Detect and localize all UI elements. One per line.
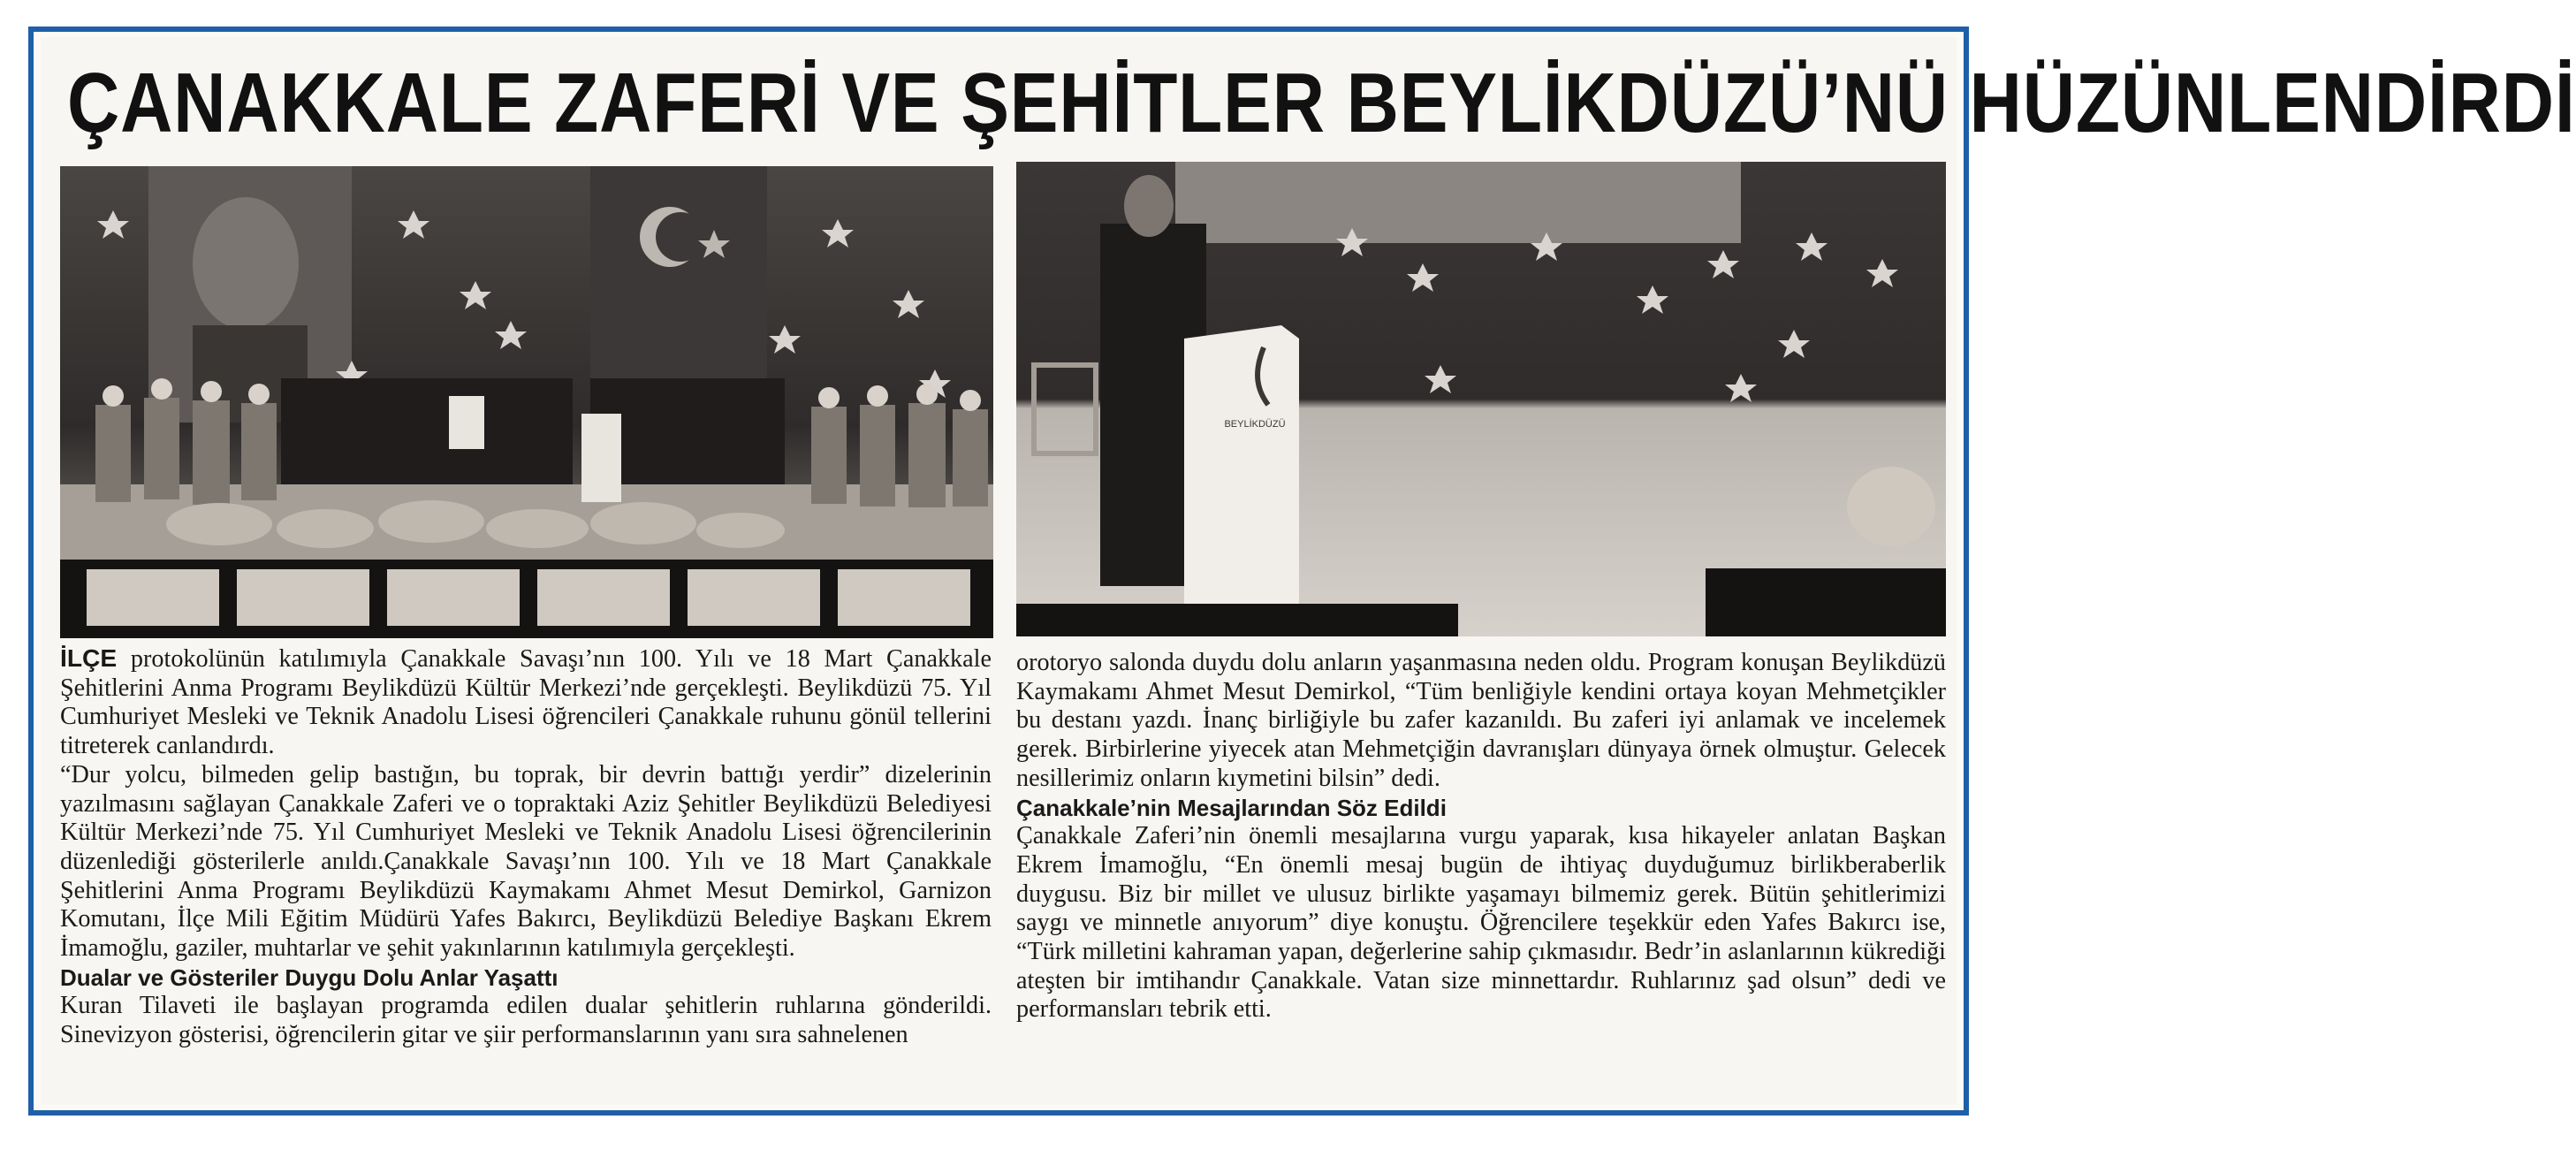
left-paragraph-1-text: protokolünün katılımıyla Çanakkale Savaşı’nın 100. Yılı ve 18 Mart Çanakkale Şehitlerini Anma Programı Beylikdüzü Kültür Merkezi’nde gerçekleşti. Beylikdüzü 75. Yıl Cumhuriyet Mesleki ve Teknik Anadolu Lisesi öğrencileri Çanakkale ruhunu gönül tellerini titreterek canlandırdı. [60,645,992,760]
right-text-column [1016,649,1946,1024]
right-paragraph-2: Çanakkale Zaferi’nin önemli mesajlarına vurgu yaparak, kısa hikayeler anlatan Başkan Ekrem İmamoğlu, “En önemli mesaj bugün de ihtiyaç duyduğumuz birlikberaberlik duygusu. Biz bir millet ve ulusuz birlikte yaşamayı bilmemiz gerek. Bütün şehitlerimizi saygı ve minnetle anıyorum” diye konuştu. Öğrencilere teşekkür eden Yafes Bakırcı ise, “Türk milletini kahraman yapan, değerlerine sahip çıkmasıdır. Bedr’in aslanlarının kükrediği ateşten bir imtihandır Çanakkale. Vatan size minnettardır. Ruhlarınız şad olsun” dedi ve performansları tebrik etti. [1016,822,1946,1024]
stage-performance-photo [60,166,993,638]
right-subheading: Çanakkale’nin Mesajlarından Söz Edildi [1016,794,1447,821]
left-text-column [60,644,992,1050]
right-paragraph-1: orotoryo salonda duydu dolu anların yaşanmasına neden oldu. Program konuşan Beylikdüzü Kaymakamı Ahmet Mesut Demirkol, “Tüm benliğiyle kendini ortaya koyan Mehmetçikler bu destanı yazdı. İnanç birliğiyle bu zafer kazanıldı. Bu zaferi iyi anlamak ve incelemek gerek. Birbirlerine yiyecek atan Mehmetçiğin davranışları dünyaya örnek olmuştur. Gelecek nesillerimiz onların kıymetini bilsin” dedi. [1016,649,1946,792]
left-paragraph-2: “Dur yolcu, bilmeden gelip bastığın, bu toprak, bir devrin battığı yerdir” dizelerinin yazılmasını sağlayan Çanakkale Zaferi ve o topraktaki Aziz Şehitler Beylikdüzü Belediyesi Kültür Merkezi’nde 75. Yıl Cumhuriyet Mesleki ve Teknik Anadolu Lisesi öğrencilerinin düzenlediği gösterilerle anıldı.Çanakkale Savaşı’nın 100. Yılı ve 18 Mart Çanakkale Şehitlerini Anma Programı Beylikdüzü Kaymakamı Ahmet Mesut Demirkol, Garnizon Komutanı, İlçe Mili Eğitim Müdürü Yafes Bakırcı, Beylikdüzü Belediye Başkanı Ekrem İmamoğlu, gaziler, muhtarlar ve şehit yakınlarının katılımıyla gerçekleşti. [60,760,992,963]
headline: ÇANAKKALE ZAFERİ VE ŞEHİTLER BEYLİKDÜZÜ’NÜ HÜZÜNLENDİRDİ [67,56,2576,150]
speaker-illustration [1016,162,1946,636]
lead-word: İLÇE [60,644,118,672]
podium-logo-text: BEYLİKDÜZÜ [1224,419,1286,430]
newspaper-clipping [41,37,2576,1105]
left-paragraph-1 [60,644,992,761]
left-paragraph-3: Kuran Tilaveti ile başlayan programda edilen dualar şehitlerin ruhlarına gönderildi. Sinevizyon gösterisi, öğrencilerin gitar ve şiir performanslarının yanı sıra sahnelenen [60,992,992,1049]
speaker-at-podium-photo [1016,162,1946,636]
left-subheading: Dualar ve Gösteriler Duygu Dolu Anlar Yaşattı [60,963,559,991]
clipping-frame [28,27,2576,1116]
stage-performance-illustration [60,166,993,638]
